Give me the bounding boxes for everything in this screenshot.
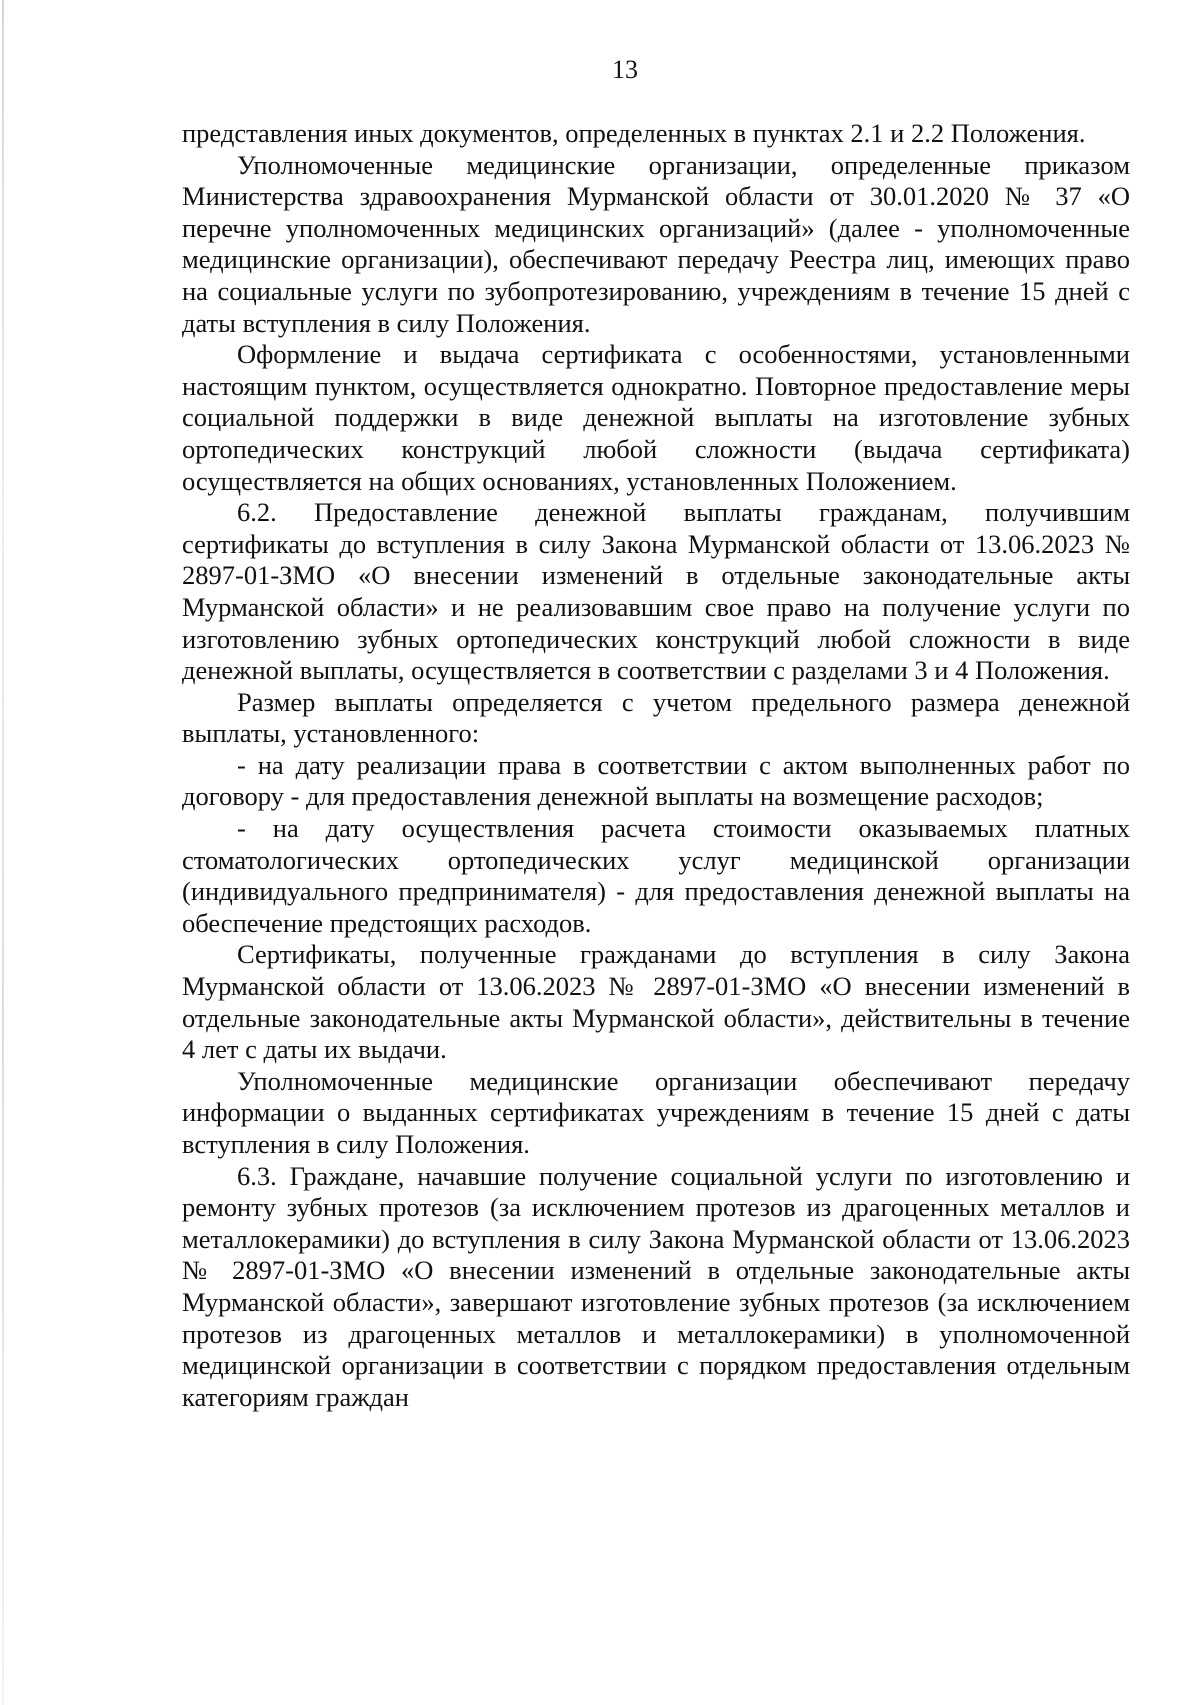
list-item-upcoming-expenses: - на дату осуществления расчета стоимости оказываемых платных стоматологических ортопедических услуг медицинской организации (индивидуального предпринимателя) - для предоставления денежной выплаты на обеспечение предстоящих расходов.: [182, 813, 1130, 938]
page-number: 13: [612, 55, 638, 84]
paragraph-section-6-3: 6.3. Граждане, начавшие получение социальной услуги по изготовлению и ремонту зубных протезов (за исключением протезов из драгоценных металлов и металлокерамики) до вступления в силу Закона Мурманской области от 13.06.2023 № 2897-01-ЗМО «О внесении изменений в отдельные законодательные акты Мурманской области», завершают изготовление зубных протезов (за исключением протезов из драгоценных металлов и металлокерамики) в уполномоченной медицинской организации в соответствии с порядком предоставления отдельным категориям граждан: [182, 1160, 1130, 1412]
document-body: [182, 118, 1130, 1413]
paragraph-authorized-organizations: Уполномоченные медицинские организации, определенные приказом Министерства здравоохранения Мурманской области от 30.01.2020 № 37 «О перечне уполномоченных медицинских организаций» (далее - уполномоченные медицинские организации), обеспечивают передачу Реестра лиц, имеющих право на социальные услуги по зубопротезированию, учреждениям в течение 15 дней с даты вступления в силу Положения.: [182, 149, 1130, 338]
paragraph-payment-amount: Размер выплаты определяется с учетом предельного размера денежной выплаты, установленного:: [182, 686, 1130, 749]
paragraph-certificate-info-transfer: Уполномоченные медицинские организации обеспечивают передачу информации о выданных сертификатах учреждениям в течение 15 дней с даты вступления в силу Положения.: [182, 1065, 1130, 1159]
paragraph-continuation: представления иных документов, определенных в пунктах 2.1 и 2.2 Положения.: [182, 118, 1086, 148]
paragraph-section-6-2: 6.2. Предоставление денежной выплаты гражданам, получившим сертификаты до вступления в силу Закона Мурманской области от 13.06.2023 № 2897-01-ЗМО «О внесении изменений в отдельные законодательные акты Мурманской области» и не реализовавшим свое право на получение услуги по изготовлению зубных ортопедических конструкций любой сложности в виде денежной выплаты, осуществляется в соответствии с разделами 3 и 4 Положения.: [182, 497, 1130, 686]
list-item-reimbursement: - на дату реализации права в соответствии с актом выполненных работ по договору - для предоставления денежной выплаты на возмещение расходов;: [182, 749, 1130, 812]
scan-edge: [2, 0, 4, 1705]
paragraph-certificate-validity: Сертификаты, полученные гражданами до вступления в силу Закона Мурманской области от 13.06.2023 № 2897-01-ЗМО «О внесении изменений в отдельные законодательные акты Мурманской области», действительны в течение 4 лет с даты их выдачи.: [182, 939, 1130, 1065]
paragraph-certificate-issuance: Оформление и выдача сертификата с особенностями, установленными настоящим пунктом, осуществляется однократно. Повторное предоставление меры социальной поддержки в виде денежной выплаты на изготовление зубных ортопедических конструкций любой сложности (выдача сертификата) осуществляется на общих основаниях, установленных Положением.: [182, 339, 1130, 496]
